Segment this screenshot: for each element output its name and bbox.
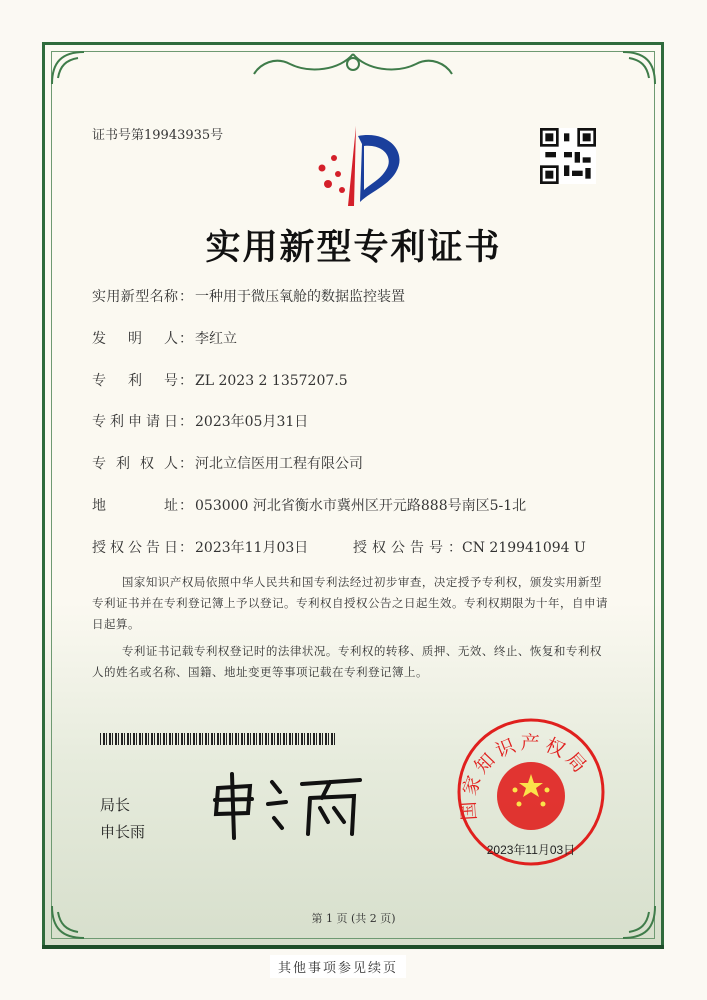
field-patentee: 专利权人 ： 河北立信医用工程有限公司	[92, 456, 363, 472]
page-indicator: 第 1 页 (共 2 页)	[311, 912, 396, 925]
field-inventor: 发明人 ： 李红立	[92, 331, 237, 347]
certificate-paragraph: 国家知识产权局依照中华人民共和国专利法经过初步审查，决定授予专利权，颁发实用新型专利证书并在专利登记簿上予以登记。专利权自授权公告之日起生效。专利权期限为十年，自申请日起算。	[92, 575, 608, 631]
signatory-name: 申长雨	[100, 823, 146, 841]
corner-ornament-icon	[48, 48, 88, 88]
top-ornament-icon	[250, 50, 456, 80]
corner-ornament-icon	[619, 48, 659, 88]
field-utility-model-name: 实用新型名称 ： 一种用于微压氧舱的数据监控装置	[92, 289, 405, 305]
certificate-number: 证书号第19943935号	[92, 128, 224, 143]
frame-bottom-bar	[42, 945, 664, 949]
seal-date: 2023年11月03日	[486, 843, 576, 857]
seal-text: 国家知识产权局	[457, 732, 594, 822]
qr-code	[540, 128, 596, 184]
handwritten-signature	[210, 768, 370, 843]
field-address: 地址 ： 053000 河北省衡水市冀州区开元路888号南区5-1北	[92, 498, 527, 514]
field-patent-number: 专利号 ： ZL 2023 2 1357207.5	[92, 373, 348, 389]
official-seal	[455, 716, 607, 868]
field-grant-date: 授权公告日 ： 2023年11月03日	[92, 540, 309, 556]
barcode	[100, 733, 336, 745]
certificate-paragraph: 专利证书记载专利权登记时的法律状况。专利权的转移、质押、无效、终止、恢复和专利权人的姓名或名称、国籍、地址变更等事项记载在专利登记簿上。	[92, 644, 602, 679]
signatory-title: 局长	[100, 796, 131, 814]
page-title: 实用新型专利证书	[205, 227, 502, 268]
cnipa-logo-icon	[308, 122, 408, 208]
footer-note: 其他事项参见续页	[270, 955, 406, 978]
field-application-date: 专利申请日 ： 2023年05月31日	[92, 414, 309, 430]
field-grant-number: 授权公告号：CN 219941094 U	[353, 540, 586, 556]
